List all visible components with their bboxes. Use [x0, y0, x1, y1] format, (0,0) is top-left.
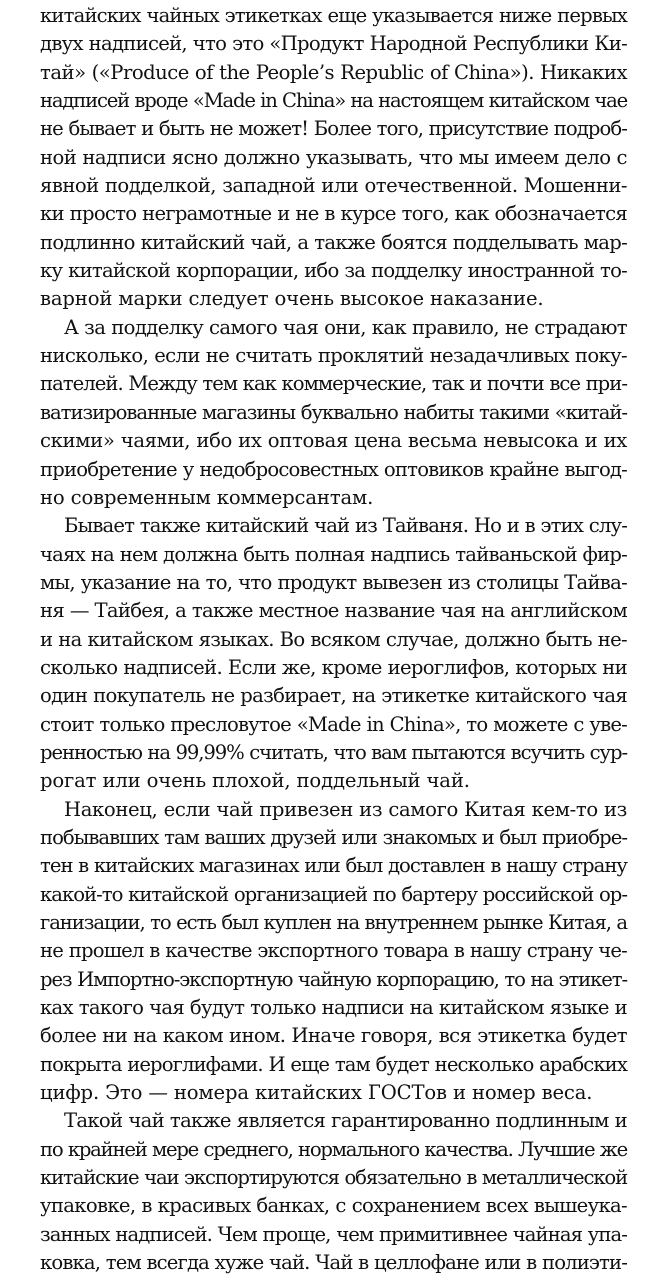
paragraph-2 — [40, 314, 627, 512]
text-line: варной марки следует очень высокое наказание. — [40, 287, 544, 311]
text-line: Такой чай также является гарантированно подлинным и — [64, 1109, 627, 1133]
paragraph-3 — [40, 512, 627, 795]
text-line: А за подделку самого чая они, как правило, не страдают — [64, 315, 627, 339]
paragraph-5 — [40, 1107, 627, 1277]
text-line: упаковке, в красивых банках, с сохранением всех вышеука- — [40, 1194, 627, 1218]
text-line: тен в китайских магазинах или был доставлен в нашу страну — [40, 854, 627, 878]
text-line: занных надписей. Чем проще, чем примитивнее чайная упа- — [40, 1222, 627, 1246]
text-line: цифр. Это — номера китайских ГОСТов и номер веса. — [40, 1081, 593, 1105]
text-line: пателей. Между тем как коммерческие, так и почти все при- — [40, 372, 627, 396]
text-line: Бывает также китайский чай из Тайваня. Но и в этих слу- — [64, 514, 627, 538]
text-line: ки просто неграмотные и не в курсе того, как обозначается — [40, 202, 627, 226]
text-line: тай» («Produce of the People’s Republic of China»). Никаких — [40, 60, 627, 84]
text-line: какой-то китайской организацией по бартеру российской ор- — [40, 882, 627, 906]
text-line: ковка, тем всегда хуже чай. Чай в целлофане или в полиэти- — [40, 1251, 627, 1275]
text-line: Наконец, если чай привезен из самого Китая кем-то из — [64, 797, 627, 821]
text-line: китайских чайных этикетках еще указывается ниже первых — [40, 4, 627, 27]
text-line: надписей вроде «Made in China» на настоящем китайском чае — [40, 89, 627, 113]
text-line: ватизированные магазины буквально набиты такими «китай- — [40, 400, 627, 424]
text-line: побывавших там ваших друзей или знакомых и был приобре- — [40, 825, 627, 849]
text-line: и на китайском языках. Во всяком случае, должно быть не- — [40, 627, 627, 651]
text-line: один покупатель не разбирает, на этикетке китайского чая — [40, 684, 627, 708]
document-page — [40, 2, 627, 1277]
text-line: ной надписи ясно должно указывать, что мы имеем дело с — [40, 145, 627, 169]
text-line: ку китайской корпорации, ибо за подделку иностранной то- — [40, 259, 627, 283]
text-line: двух надписей, что это «Продукт Народной Республики Ки- — [40, 32, 627, 56]
text-line: не бывает и быть не может! Более того, присутствие подроб- — [40, 117, 627, 141]
text-line: нисколько, если не считать проклятий незадачливых поку- — [40, 344, 627, 368]
text-line: китайские чаи экспортируются обязательно в металлической — [40, 1166, 627, 1190]
text-line: не прошел в качестве экспортного товара в нашу страну че- — [40, 939, 627, 963]
text-line: стоит только пресловутое «Made in China», то можете с уве- — [40, 712, 627, 736]
text-line: чаях на нем должна быть полная надпись тайваньской фир- — [40, 542, 627, 566]
text-line: ганизации, то есть был куплен на внутреннем рынке Китая, а — [40, 911, 627, 934]
text-line: приобретение у недобросовестных оптовиков крайне выгод- — [40, 457, 627, 481]
text-line: сколько надписей. Если же, кроме иероглифов, которых ни — [40, 655, 627, 679]
text-line: рогат или очень плохой, поддельный чай. — [40, 769, 470, 793]
text-line: рез Импортно-экспортную чайную корпорацию, то на этикет- — [40, 967, 627, 991]
text-line: по крайней мере среднего, нормального качества. Лучшие же — [40, 1137, 627, 1161]
text-line: покрыта иероглифами. И еще там будет несколько арабских — [40, 1052, 627, 1076]
paragraph-4 — [40, 796, 627, 1108]
paragraph-1 — [40, 2, 627, 314]
text-line: скими» чаями, ибо их оптовая цена весьма невысока и их — [40, 429, 627, 453]
text-line: подлинно китайский чай, а также боятся подделывать мар- — [40, 230, 627, 254]
text-line: мы, указание на то, что продукт вывезен из столицы Тайва- — [40, 570, 627, 594]
text-line: ренностью на 99,99% считать, что вам пытаются всучить сур- — [40, 740, 627, 764]
text-line: ня — Тайбея, а также местное название чая на английском — [40, 599, 627, 623]
text-line: но современным коммерсантам. — [40, 485, 374, 509]
text-line: явной подделкой, западной или отечественной. Мошенни- — [40, 174, 627, 198]
text-line: более ни на каком ином. Иначе говоря, вся этикетка будет — [40, 1024, 627, 1048]
text-line: ках такого чая будут только надписи на китайском языке и — [40, 996, 627, 1020]
